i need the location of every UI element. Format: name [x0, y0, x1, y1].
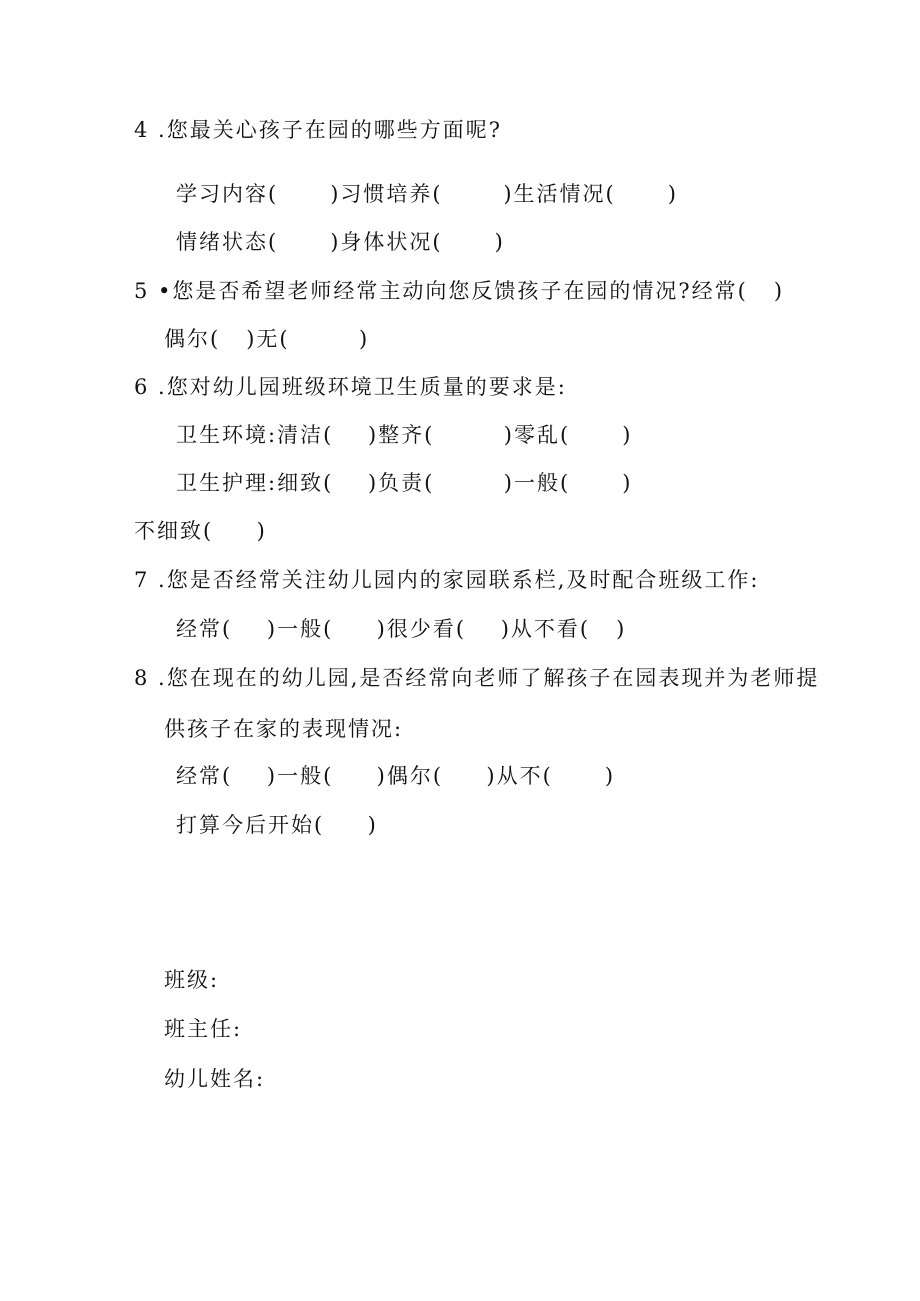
- question-6-options-line-1: 卫生环境:清洁( )整齐( )零乱( ): [176, 423, 633, 447]
- question-4-options-line-2: 情绪状态( )身体状况( ): [176, 230, 505, 254]
- class-label: 班级:: [164, 968, 220, 992]
- child-name-label: 幼儿姓名:: [164, 1067, 266, 1091]
- question-4-options-line-1: 学习内容( )习惯培养( )生活情况( ): [176, 182, 678, 206]
- head-teacher-label: 班主任:: [164, 1017, 243, 1041]
- question-7-options-line-1: 经常( )一般( )很少看( )从不看( ): [176, 617, 627, 641]
- question-8-title: 8 .您在现在的幼儿园,是否经常向老师了解孩子在园表现并为老师提: [134, 666, 820, 690]
- question-8-options-line-2: 打算今后开始( ): [176, 813, 378, 837]
- question-6-title: 6 .您对幼儿园班级环境卫生质量的要求是:: [134, 375, 567, 399]
- question-6-options-line-3: 不细致( ): [134, 519, 267, 543]
- question-4-title: 4 .您最关心孩子在园的哪些方面呢?: [134, 118, 502, 142]
- question-5-title: 5 •您是否希望老师经常主动向您反馈孩子在园的情况?经常( ): [134, 279, 785, 303]
- question-5-options-line-1: 偶尔( )无( ): [164, 327, 370, 351]
- question-6-options-line-2: 卫生护理:细致( )负责( )一般( ): [176, 471, 633, 495]
- question-8-title-continued: 供孩子在家的表现情况:: [164, 717, 404, 741]
- question-7-title: 7 .您是否经常关注幼儿园内的家园联系栏,及时配合班级工作:: [134, 568, 760, 592]
- question-8-options-line-1: 经常( )一般( )偶尔( )从不( ): [176, 764, 616, 788]
